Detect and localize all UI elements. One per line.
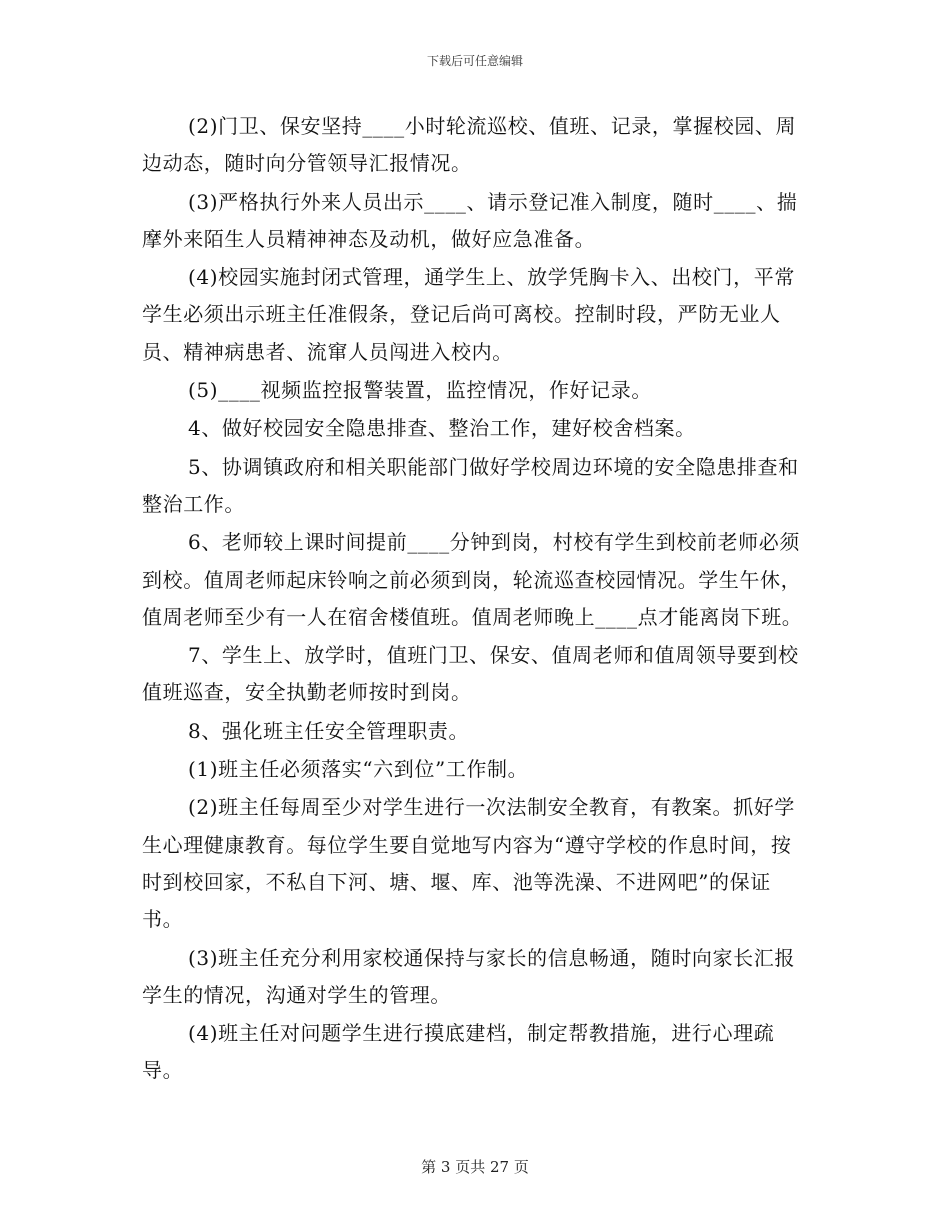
paragraph-item-7-patrol: 7、学生上、放学时，值班门卫、保安、值周老师和值周领导要到校值班巡查，安全执勤老师按时到岗。 <box>142 643 799 705</box>
paragraph-2-gatekeeper-patrol: (2)门卫、保安坚持____小时轮流巡校、值班、记录，掌握校园、周边动态，随时向分管领导汇报情况。 <box>142 114 797 176</box>
paragraph-item-4-hazard-inspection: 4、做好校园安全隐患排查、整治工作，建好校舍档案。 <box>188 416 696 441</box>
document-body <box>142 108 812 1091</box>
paragraph-5-video-monitoring: (5)____视频监控报警装置，监控情况，作好记录。 <box>188 378 652 403</box>
paragraph-8-1-six-in-place: (1)班主任必须落实“六到位”工作制。 <box>188 757 529 782</box>
paragraph-3-visitor-registration: (3)严格执行外来人员出示____、请示登记准入制度，随时____、揣摩外来陌生人员精神神态及动机，做好应急准备。 <box>142 189 798 251</box>
paragraph-8-4-problem-students: (4)班主任对问题学生进行摸底建档，制定帮教措施，进行心理疏导。 <box>142 1021 775 1083</box>
paragraph-item-5-surroundings: 5、协调镇政府和相关职能部门做好学校周边环境的安全隐患排查和整治工作。 <box>142 454 799 516</box>
paragraph-8-3-parent-contact: (3)班主任充分利用家校通保持与家长的信息畅通，随时向家长汇报学生的情况，沟通对学生的管理。 <box>142 945 795 1007</box>
page-header: 下载后可任意编辑 <box>426 54 523 68</box>
paragraph-4-closed-campus: (4)校园实施封闭式管理，通学生上、放学凭胸卡入、出校门，平常学生必须出示班主任准假条，登记后尚可离校。控制时段，严防无业人员、精神病患者、流窜人员闯进入校内。 <box>142 265 795 364</box>
paragraph-item-8-head-teacher-duties: 8、强化班主任安全管理职责。 <box>188 718 470 743</box>
paragraph-8-2-safety-education: (2)班主任每周至少对学生进行一次法制安全教育，有教案。抓好学生心理健康教育。每位学生要自觉地写内容为“遵守学校的作息时间，按时到校回家，不私自下河、塘、堰、库、池等洗澡、不进网吧”的保证书。 <box>142 795 795 932</box>
page-number: 第 3 页共 27 页 <box>421 1158 529 1176</box>
paragraph-item-6-teacher-duty: 6、老师较上课时间提前____分钟到岗，村校有学生到校前老师必须到校。值周老师起床铃响之前必须到岗，轮流巡查校园情况。学生午休，值周老师至少有一人在宿舍楼值班。值周老师晚上____点才能离岗下班。 <box>142 530 803 629</box>
